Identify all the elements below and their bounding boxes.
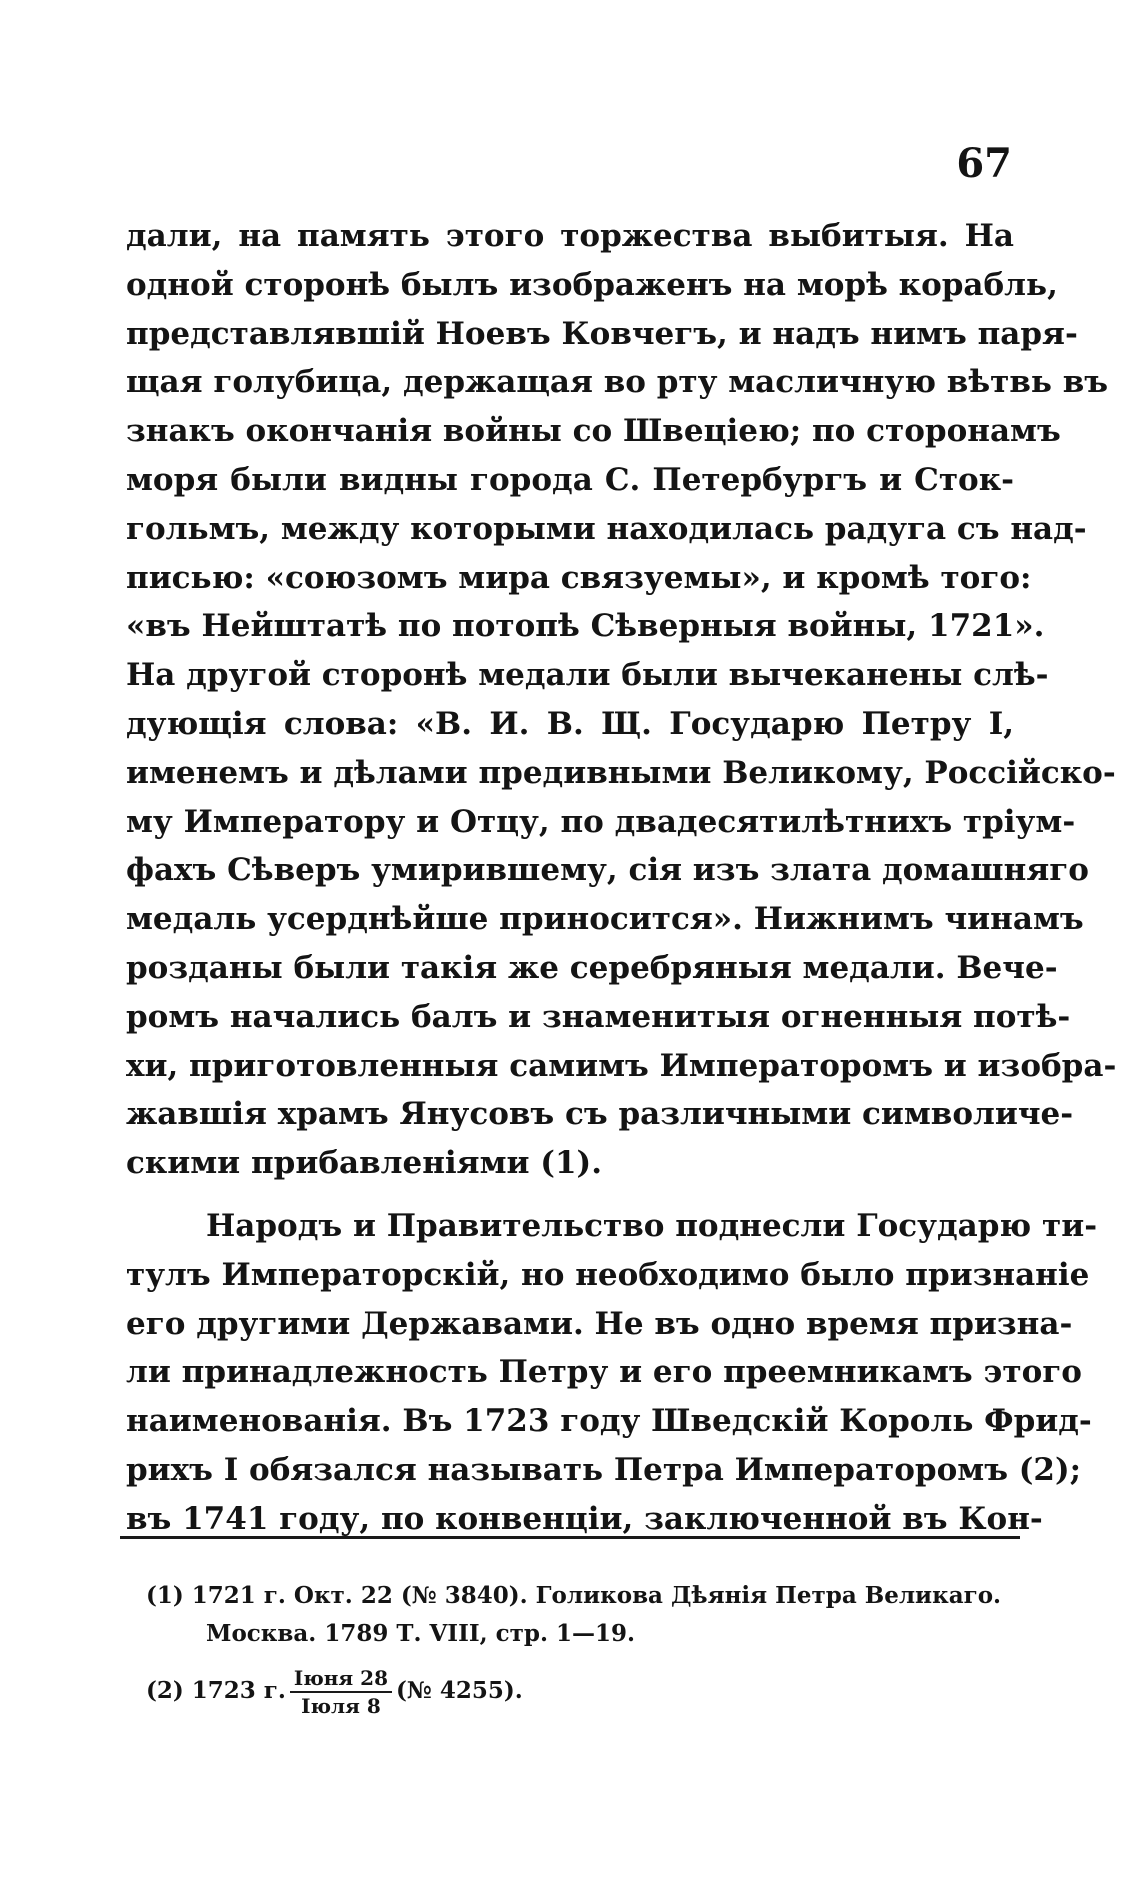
footnote-1-line-2: Москва. 1789 Т. VIII, стр. 1—19. (206, 1620, 635, 1647)
fraction-numerator: Iюня 28 (290, 1665, 392, 1693)
paragraph-2 (126, 1202, 1098, 1544)
footnote-2-suffix: (№ 4255). (395, 1677, 523, 1704)
text-line: «въ Нейштатѣ по потопѣ Сѣверныя войны, 1721». (126, 608, 1045, 645)
footnote-2-prefix: (2) 1723 г. (146, 1677, 286, 1704)
fraction-denominator: Iюля 8 (301, 1694, 381, 1718)
text-line: жавшiя храмъ Янусовъ съ различными символиче- (126, 1096, 1074, 1133)
text-line: тулъ Императорскiй, но необходимо было признанiе (126, 1256, 1090, 1293)
text-line: рихъ I обязался называть Петра Императоромъ (2); (126, 1451, 1082, 1488)
text-line: фахъ Сѣверъ умирившему, сiя изъ злата домашняго (126, 852, 1089, 889)
text-line: щая голубица, держащая во рту масличную вѣтвь въ (126, 364, 1109, 401)
text-line: розданы были такiя же серебряныя медали. Вече- (126, 949, 1058, 986)
text-line: моря были видны города С. Петербургъ и Сток- (126, 461, 1014, 498)
text-line: ромъ начались балъ и знаменитыя огненныя потѣ- (126, 998, 1071, 1035)
text-line: одной сторонѣ былъ изображенъ на морѣ корабль, (126, 266, 1058, 303)
text-line: наименованiя. Въ 1723 году Шведскiй Король Фрид- (126, 1403, 1092, 1440)
body-text (126, 212, 1117, 1544)
date-fraction (290, 1665, 392, 1719)
text-line: его другими Державами. Не въ одно время призна- (126, 1305, 1073, 1342)
text-line: именемъ и дѣлами предивными Великому, Россiйско- (126, 754, 1116, 791)
text-line: На другой сторонѣ медали были вычеканены слѣ- (126, 657, 1049, 694)
footnote-2 (146, 1665, 1026, 1718)
text-line: ли принадлежность Петру и его преемникамъ этого (126, 1354, 1082, 1391)
page-number: 67 (956, 140, 1012, 187)
paragraph-1 (126, 212, 1117, 1188)
text-line: хи, приготовленныя самимъ Императоромъ и изобра- (126, 1047, 1117, 1084)
text-line: дующiя слова: «В. И. В. Щ. Государю Петру I, (126, 705, 1014, 742)
text-line: знакъ окончанiя войны со Швецiею; по сторонамъ (126, 413, 1061, 450)
footnotes (146, 1577, 1026, 1718)
text-line: скими прибавленiями (1). (126, 1145, 602, 1182)
text-line: му Императору и Отцу, по двадесятилѣтнихъ трiум- (126, 803, 1076, 840)
text-line: Народъ и Правительство поднесли Государю ти- (206, 1207, 1098, 1244)
text-line: представлявшiй Ноевъ Ковчегъ, и надъ нимъ паря- (126, 315, 1078, 352)
text-line: дали, на память этого торжества выбитыя. На (126, 218, 1014, 254)
footnote-divider (120, 1536, 1020, 1539)
text-line: писью: «союзомъ мира связуемы», и кромѣ того: (126, 559, 1032, 596)
text-line: медаль усерднѣйше приносится». Нижнимъ чинамъ (126, 901, 1084, 938)
text-line: въ 1741 году, по конвенцiи, заключенной въ Кон- (126, 1500, 1043, 1537)
footnote-1-line-1: (1) 1721 г. Окт. 22 (№ 3840). Голикова Дѣянiя Петра Великаго. (146, 1582, 1002, 1609)
text-line: гольмъ, между которыми находилась радуга съ над- (126, 510, 1087, 547)
